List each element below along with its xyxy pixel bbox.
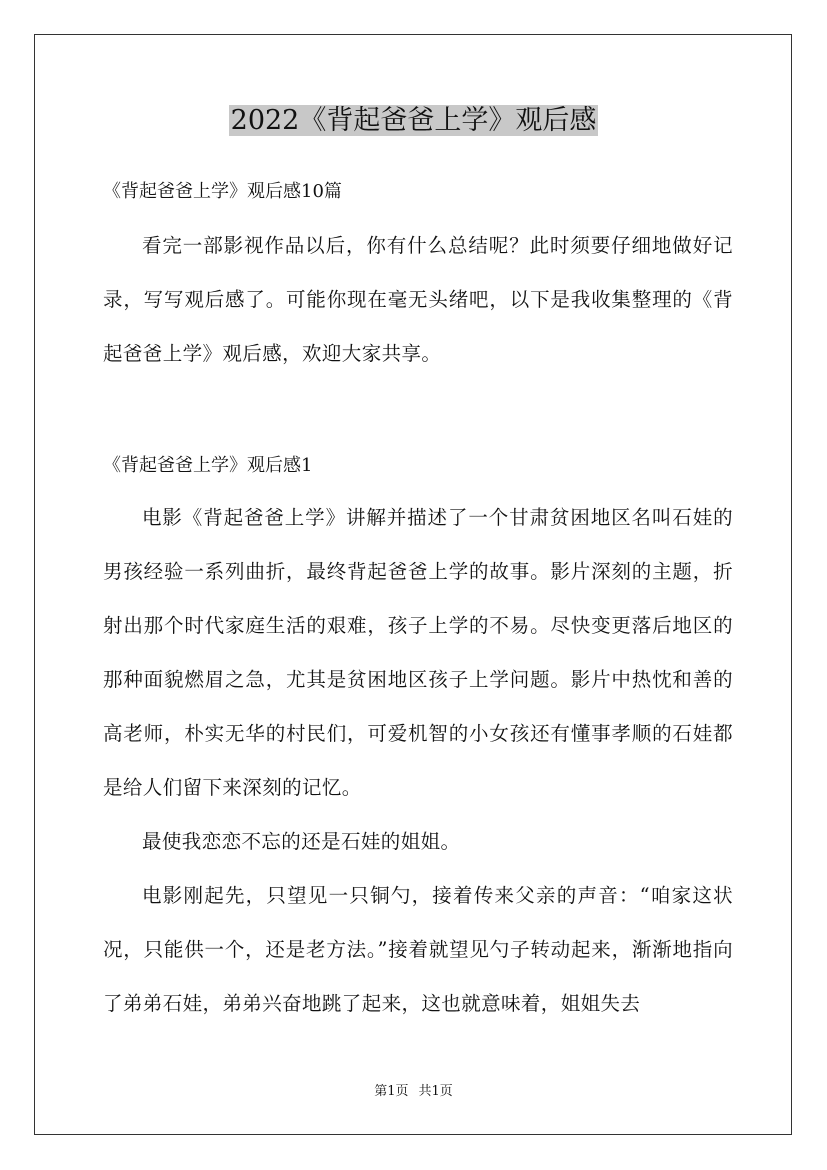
page-total: 共1页 — [418, 1084, 453, 1099]
page-number: 第1页 — [374, 1084, 409, 1099]
document-title — [0, 102, 827, 140]
section-heading: 《背起爸爸上学》观后感1 — [103, 455, 313, 476]
document-subtitle: 《背起爸爸上学》观后感10篇 — [103, 181, 342, 202]
document-title-text: 2022《背起爸爸上学》观后感 — [230, 105, 597, 136]
body-paragraph: 最使我恋恋不忘的还是石娃的姐姐。 — [142, 830, 461, 853]
body-paragraph: 电影刚起先，只望见一只铜勺，接着传来父亲的声音：“咱家这状况，只能供一个，还是老方法。”接着就望见勺子转动起来，渐渐地指向了弟弟石娃，弟弟兴奋地跳了起来，这也就意味着，姐姐失去 — [103, 884, 733, 1015]
intro-paragraph: 看完一部影视作品以后，你有什么总结呢？此时须要仔细地做好记录，写写观后感了。可能你现在毫无头绪吧，以下是我收集整理的《背起爸爸上学》观后感，欢迎大家共享。 — [103, 234, 733, 365]
body-paragraph: 电影《背起爸爸上学》讲解并描述了一个甘肃贫困地区名叫石娃的男孩经验一系列曲折，最终背起爸爸上学的故事。影片深刻的主题，折射出那个时代家庭生活的艰难，孩子上学的不易。尽快变更落后地区的那种面貌燃眉之急，尤其是贫困地区孩子上学问题。影片中热忱和善的高老师，朴实无华的村民们，可爱机智的小女孩还有懂事孝顺的石娃都是给人们留下来深刻的记忆。 — [103, 506, 733, 799]
page-footer — [0, 1083, 827, 1101]
